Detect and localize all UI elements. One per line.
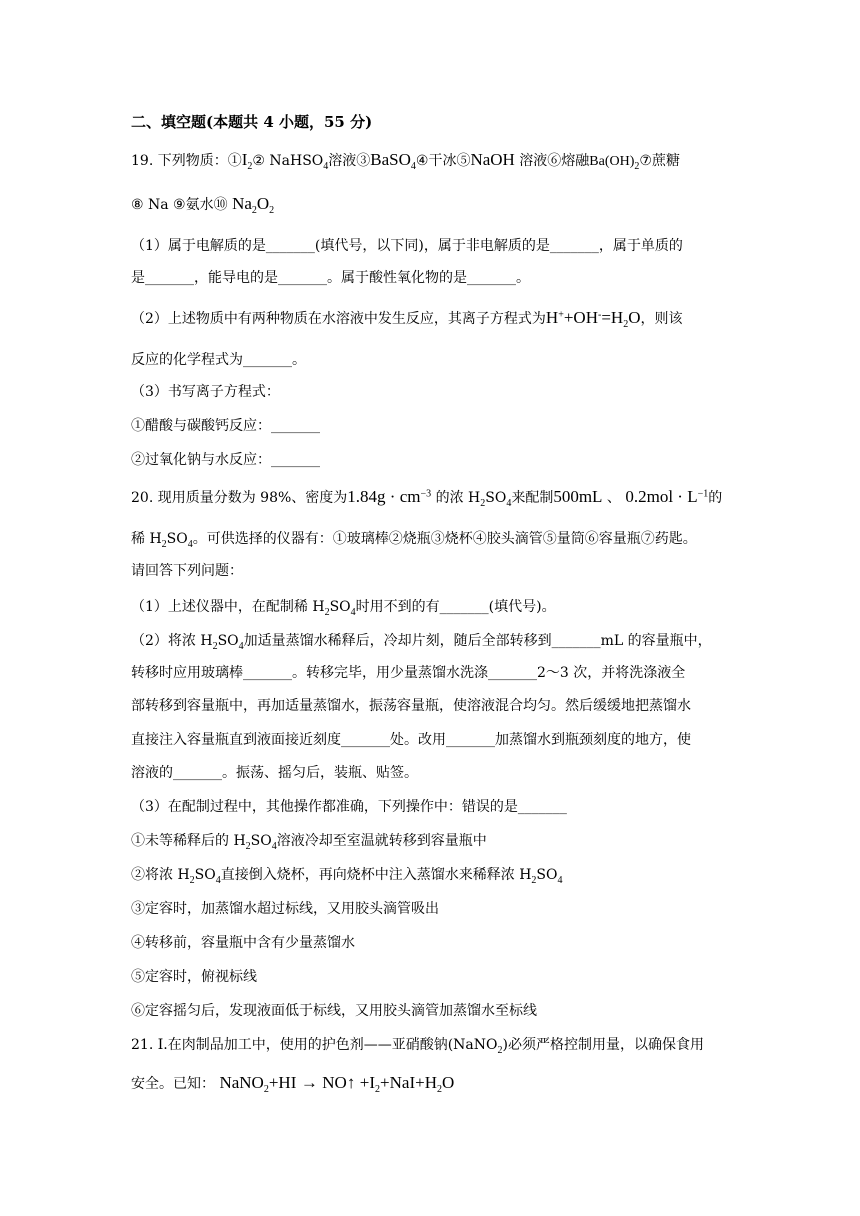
q20-option-4: ④转移前，容量瓶中含有少量蒸馏水 (131, 935, 355, 951)
q20-text: SO (217, 633, 239, 649)
q20-line-3: 请回答下列问题： (131, 563, 243, 579)
subscript: 2 (324, 606, 330, 618)
q20-sub2-line-4: 直接注入容量瓶直到液面接近刻度_______处。改用_______加蒸馏水到瓶颈刻度的地方，使 (131, 732, 691, 748)
right-arrow-icon: → (300, 1073, 318, 1092)
q20-text: 直接倒入烧杯，再向烧杯中注入蒸馏水来稀释浓 H (220, 867, 532, 883)
subscript: 2 (263, 1083, 269, 1095)
subscript: 2 (436, 1083, 442, 1095)
subscript: 2 (245, 840, 251, 852)
subscript: 2 (623, 318, 629, 330)
formula-naoh: NaOH (470, 150, 515, 169)
formula-o: O (441, 1073, 455, 1092)
q20-text: 来配制 (511, 490, 554, 506)
q20-text: 的浓 H (435, 490, 481, 506)
formula-nai-h2o: +NaI+H (380, 1073, 437, 1092)
q19-sub1-line-1: （1）属于电解质的是_______(填代号，以下同)，属于非电解质的是_______，属于单质的 (131, 238, 683, 254)
q20-line-1 (131, 487, 722, 508)
q21-text: )必须严格控制用量，以确保食用 (502, 1037, 704, 1053)
q19-sub3-b: ②过氧化钠与水反应：_______ (131, 452, 320, 468)
subscript: 2 (247, 160, 253, 172)
q19-text: 溶液⑥熔融 (519, 153, 590, 169)
q19-text: ⑦蔗糖 (639, 153, 680, 169)
section-heading: 二、填空题(本题共 4 小题，55 分) (131, 113, 373, 131)
concentration-value: 0.2mol · L (625, 487, 698, 506)
subscript: 4 (271, 840, 277, 852)
q20-line-2 (131, 529, 697, 549)
subscript: 4 (506, 497, 512, 509)
q19-text: ⑧ Na ⑨氨水⑩ (131, 197, 228, 213)
q20-text: 稀 H (131, 531, 162, 547)
subscript: 2 (375, 1083, 381, 1095)
subscript: 4 (557, 874, 563, 886)
q20-sub2-line-3: 部转移到容量瓶中，再加适量蒸馏水，振荡容量瓶，使溶液混合均匀。然后缓缓地把蒸馏水 (131, 698, 691, 714)
subscript: 2 (497, 1044, 503, 1056)
q20-text: 。可供选择的仪器有：①玻璃棒②烧瓶③烧杯④胶头滴管⑤量筒⑥容量瓶⑦药匙。 (192, 531, 697, 547)
q20-sub3: （3）在配制过程中，其他操作都准确，下列操作中：错误的是_______ (131, 799, 567, 815)
q19-sub3: （3）书写离子方程式： (131, 384, 280, 400)
q20-text: ②将浓 H (131, 867, 190, 883)
q20-option-5: ⑤定容时，俯视标线 (131, 969, 257, 985)
q21-text: 安全。已知： (131, 1076, 215, 1092)
q20-text: 20. 现用质量分数为 98%、密度为 (131, 490, 348, 506)
q19-text: （2）上述物质中有两种物质在水溶液中发生反应，其离子方程式为 (131, 311, 546, 327)
volume-value: 500mL (553, 487, 603, 506)
q19-line-1 (131, 150, 680, 172)
q20-text: 溶液冷却至室温就转移到容量瓶中 (276, 833, 487, 849)
q20-text: SO (536, 867, 558, 883)
q20-text: 的 (708, 490, 723, 506)
formula-oh: +OH (563, 308, 598, 327)
q20-text: （1）上述仪器中，在配制稀 H (131, 599, 325, 615)
formula-baoh2: Ba(OH) (589, 154, 635, 169)
q20-text: SO (194, 867, 216, 883)
subscript: 4 (410, 160, 416, 172)
up-arrow-icon: ↑ (346, 1073, 356, 1092)
formula-o: O (256, 194, 270, 213)
q20-option-3: ③定容时，加蒸馏水超过标线，又用胶头滴管吸出 (131, 901, 439, 917)
q20-option-2 (131, 865, 563, 885)
q19-text: 溶液③ (328, 153, 371, 169)
subscript: 2 (189, 874, 195, 886)
q19-text: ④干冰⑤ (415, 153, 471, 169)
formula-i: I (241, 150, 248, 169)
q20-text: SO (250, 833, 272, 849)
q20-text: 加适量蒸馏水稀释后，冷却片刻，随后全部转移到_______mL 的容量瓶中， (243, 633, 712, 649)
subscript: 2 (634, 160, 640, 172)
superscript: + (558, 309, 564, 321)
subscript: 2 (531, 874, 537, 886)
q20-text: 、 (606, 490, 621, 506)
q19-sub2-line-1 (131, 308, 682, 329)
formula-no: NO (322, 1073, 347, 1092)
superscript: −1 (697, 488, 709, 500)
subscript: 2 (480, 497, 486, 509)
q20-sub2-line-1 (131, 631, 712, 651)
q20-sub1 (131, 597, 556, 617)
q20-sub2-line-5: 溶液的_______。振荡、摇匀后，装瓶、贴签。 (131, 765, 418, 781)
formula-nano2: NaNO (219, 1073, 264, 1092)
subscript: 4 (187, 538, 193, 550)
subscript: 2 (251, 204, 257, 216)
q21-text: 21. I.在肉制品加工中，使用的护色剂——亚硝酸钠(NaNO (131, 1037, 498, 1053)
formula-hi: +HI (268, 1073, 297, 1092)
q20-sub2-line-2: 转移时应用玻璃棒_______。转移完毕，用少量蒸馏水洗涤_______2～3 次，并将洗涤液全 (131, 665, 686, 681)
subscript: 4 (238, 640, 244, 652)
subscript: 2 (161, 538, 167, 550)
q20-text: （2）将浓 H (131, 633, 213, 649)
q19-sub3-a: ①醋酸与碳酸钙反应：_______ (131, 418, 320, 434)
subscript: 2 (269, 204, 275, 216)
formula-na2o2: Na (232, 194, 252, 213)
formula-o: O (628, 308, 641, 327)
q21-line-1 (131, 1035, 704, 1055)
superscript: - (597, 309, 602, 321)
formula-baso4: BaSO (370, 150, 411, 169)
density-value: 1.84g · cm (347, 487, 421, 506)
subscript: 4 (350, 606, 356, 618)
q19-sub1-line-2: 是_______，能导电的是_______。属于酸性氧化物的是_______。 (131, 270, 530, 286)
q19-text: ，则该 (640, 311, 683, 327)
q20-text: ①未等稀释后的 H (131, 833, 246, 849)
subscript: 2 (212, 640, 218, 652)
q20-text: SO (166, 531, 188, 547)
subscript: 4 (215, 874, 221, 886)
superscript: −3 (420, 488, 432, 500)
formula-i2: +I (359, 1073, 376, 1092)
q19-sub2-line-2: 反应的化学程式为_______。 (131, 352, 306, 368)
formula-h2o: =H (601, 308, 624, 327)
q19-line-2 (131, 194, 274, 215)
formula-h: H (545, 308, 559, 327)
q21-line-2 (131, 1073, 454, 1094)
q20-text: 时用不到的有_______(填代号)。 (355, 599, 556, 615)
q20-text: SO (329, 599, 351, 615)
q20-text: SO (485, 490, 507, 506)
q20-option-6: ⑥定容摇匀后，发现液面低于标线，又用胶头滴管加蒸馏水至标线 (131, 1003, 537, 1019)
q20-option-1 (131, 831, 487, 851)
subscript: 4 (323, 160, 329, 172)
q19-text: 19. 下列物质：① (131, 153, 242, 169)
q19-text: ② NaHSO (252, 153, 324, 169)
